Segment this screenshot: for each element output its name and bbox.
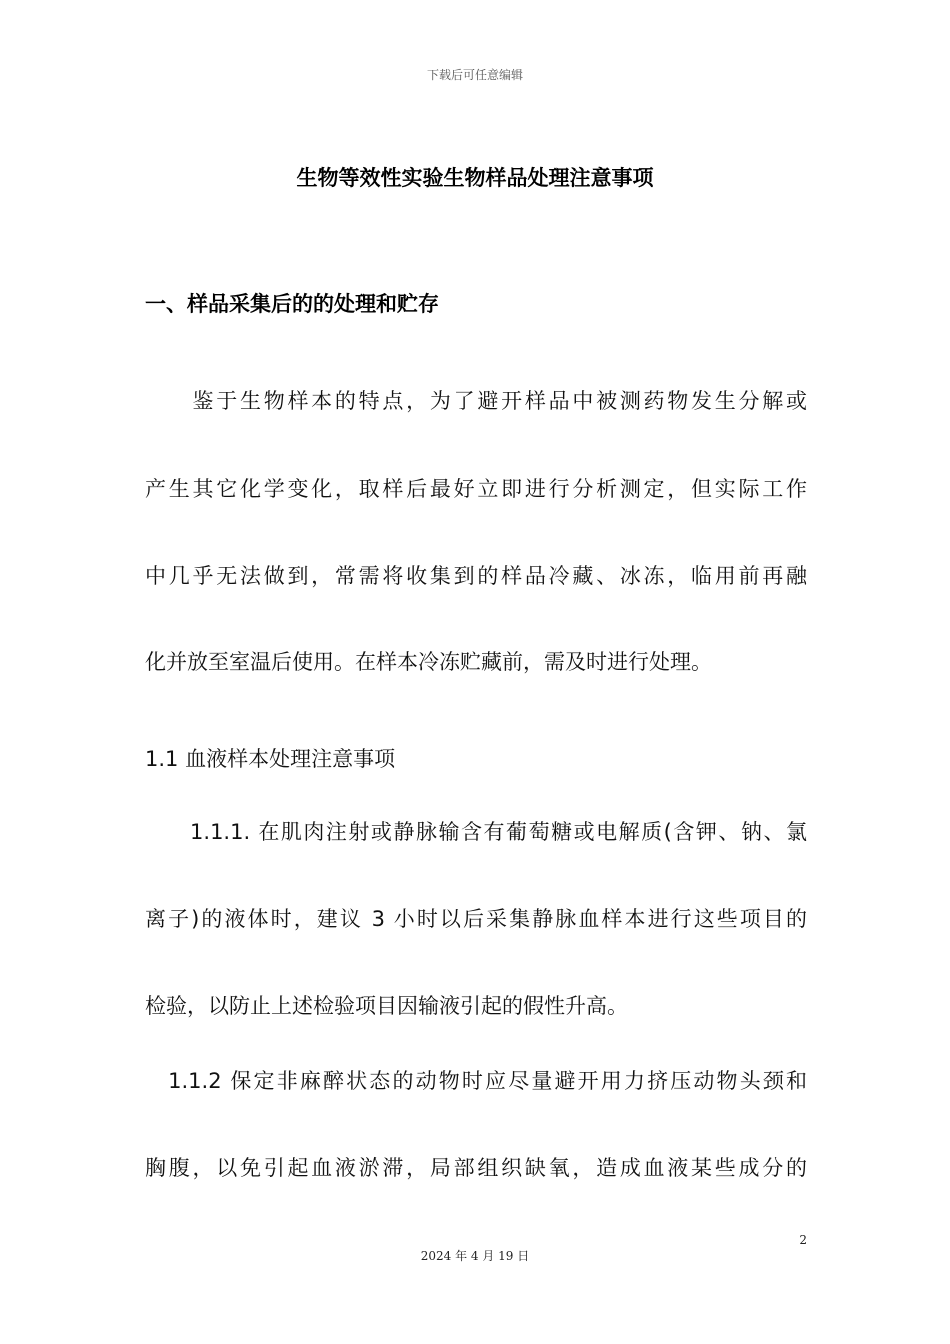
page-header: 下载后可任意编辑 bbox=[426, 68, 523, 82]
section-heading: 一、样品采集后的的处理和贮存 bbox=[145, 292, 439, 316]
paragraph-line-8: 1.1.2 保定非麻醉状态的动物时应尽量避开用力挤压动物头颈和 bbox=[145, 1069, 807, 1093]
paragraph-line-5: 1.1.1. 在肌肉注射或静脉输含有葡萄糖或电解质(含钾、钠、氯 bbox=[145, 820, 807, 844]
document-title: 生物等效性实验生物样品处理注意事项 bbox=[296, 166, 654, 190]
subsection-heading: 1.1 血液样本处理注意事项 bbox=[145, 747, 396, 771]
paragraph-line-3: 中几乎无法做到，常需将收集到的样品冷藏、冰冻，临用前再融 bbox=[145, 564, 807, 588]
paragraph-line-4: 化并放至室温后使用。在样本冷冻贮藏前，需及时进行处理。 bbox=[145, 650, 712, 674]
paragraph-line-9: 胸腹，以免引起血液淤滞，局部组织缺氧，造成血液某些成分的 bbox=[145, 1156, 807, 1180]
paragraph-line-6: 离子)的液体时，建议 3 小时以后采集静脉血样本进行这些项目的 bbox=[145, 907, 807, 931]
footer-date: 2024 年 4 月 19 日 bbox=[420, 1249, 530, 1263]
paragraph-line-7: 检验，以防止上述检验项目因输液引起的假性升高。 bbox=[145, 994, 628, 1018]
page-number: 2 bbox=[799, 1233, 807, 1247]
paragraph-line-1: 鉴于生物样本的特点，为了避开样品中被测药物发生分解或 bbox=[145, 389, 807, 413]
paragraph-line-2: 产生其它化学变化，取样后最好立即进行分析测定，但实际工作 bbox=[145, 477, 807, 501]
